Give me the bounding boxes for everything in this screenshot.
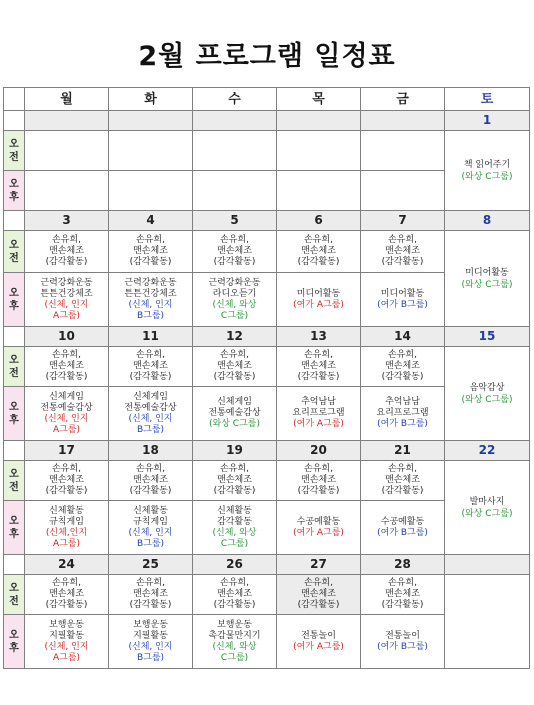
program-cell <box>25 231 109 273</box>
cell-line: (감각활동) <box>129 600 172 610</box>
cell-line: (신체, 인지 <box>44 641 89 652</box>
cell-line: 보행운동 <box>133 619 168 630</box>
cell-line: B그룹) <box>136 424 165 435</box>
cell-line: 전통예술감상 <box>40 402 93 413</box>
cell-line: (감각활동) <box>45 372 88 382</box>
cell-line: 손유희, <box>304 464 333 474</box>
cell-line: 근력강화운동 <box>208 277 261 288</box>
cell-line: 손유희, <box>136 578 165 588</box>
cell-line: B그룹) <box>136 652 165 663</box>
cell-line: A그룹) <box>52 538 81 549</box>
cell-line: 맨손체조 <box>385 475 420 485</box>
date-cell: 1 <box>445 111 530 131</box>
cell-line: 손유희, <box>220 578 249 588</box>
cell-line: 손유희, <box>388 578 417 588</box>
cell-line: 라디오듣기 <box>212 288 257 299</box>
cell-line: 손유희, <box>136 350 165 360</box>
cell-line: (신체, 인지 <box>44 299 89 310</box>
cell-line: C그룹) <box>220 310 249 321</box>
am-row <box>4 231 530 273</box>
pm-label-char: 후 <box>9 642 19 654</box>
program-cell <box>277 231 361 273</box>
program-cell <box>361 347 445 387</box>
program-cell <box>193 273 277 327</box>
program-cell <box>361 273 445 327</box>
program-cell <box>109 461 193 501</box>
program-cell <box>25 131 109 171</box>
cell-line: 촉감물만지기 <box>208 630 261 641</box>
cell-line: (신체, 인지 <box>44 413 89 424</box>
program-cell <box>361 575 445 615</box>
cell-line: 손유희, <box>388 464 417 474</box>
program-cell <box>193 131 277 171</box>
cell-line: 규칙게임 <box>49 516 84 527</box>
pm-label <box>4 171 25 211</box>
cell-line: A그룹) <box>52 424 81 435</box>
cell-line: (여가 B그룹) <box>377 641 428 652</box>
cell-line: 발마사지 <box>469 496 505 507</box>
cell-line: 맨손체조 <box>133 475 168 485</box>
cell-line: (감각활동) <box>45 486 88 496</box>
pm-label-char: 오 <box>9 178 19 190</box>
cell-line: 손유희, <box>52 235 81 245</box>
pm-label-char: 오 <box>9 629 19 641</box>
cell-line: (신체, 인지 <box>128 527 173 538</box>
cell-line: 추억남남 <box>301 397 336 407</box>
program-cell <box>193 461 277 501</box>
cell-line: (여가 B그룹) <box>377 299 428 310</box>
cell-line: 보행운동 <box>217 619 252 630</box>
cell-line: 맨손체조 <box>301 246 336 256</box>
program-cell <box>109 575 193 615</box>
cell-line: 손유희, <box>220 464 249 474</box>
cell-line: (신체, 와상 <box>212 527 257 538</box>
cell-line: 맨손체조 <box>133 361 168 371</box>
date-cell <box>361 111 445 131</box>
date-row <box>4 555 530 575</box>
date-cell: 3 <box>25 211 109 231</box>
am-label-char: 오 <box>9 582 19 594</box>
cell-line: 튼튼건강체조 <box>124 288 177 299</box>
cell-line: A그룹) <box>52 652 81 663</box>
date-cell: 26 <box>193 555 277 575</box>
pm-label <box>4 273 25 327</box>
date-cell: 28 <box>361 555 445 575</box>
date-cell: 5 <box>193 211 277 231</box>
pm-label-char: 오 <box>9 401 19 413</box>
cell-line: 신체활동 <box>49 505 84 516</box>
am-label-char: 오 <box>9 354 19 366</box>
date-cell: 8 <box>445 211 530 231</box>
date-cell <box>25 111 109 131</box>
program-cell <box>277 501 361 555</box>
cell-line: (신체, 인지 <box>128 299 173 310</box>
cell-line: 요리프로그램 <box>376 408 429 418</box>
cell-line: 수공예활동 <box>296 516 341 527</box>
am-label <box>4 347 25 387</box>
cell-line: (감각활동) <box>297 486 340 496</box>
schedule-table <box>3 87 530 669</box>
weekday-header: 토 <box>445 88 530 111</box>
program-cell <box>109 231 193 273</box>
cell-line: A그룹) <box>52 310 81 321</box>
date-cell: 11 <box>109 327 193 347</box>
cell-line: 손유희, <box>304 350 333 360</box>
cell-line: (와상 C그룹) <box>461 279 513 290</box>
program-cell <box>25 575 109 615</box>
cell-line: (감각활동) <box>381 600 424 610</box>
cell-line: (감각활동) <box>129 486 172 496</box>
date-cell: 17 <box>25 441 109 461</box>
program-cell <box>361 171 445 211</box>
program-cell <box>361 501 445 555</box>
cell-line: (신체, 와상 <box>212 299 257 310</box>
am-row <box>4 131 530 171</box>
cell-line: 전통놀이 <box>301 630 336 641</box>
cell-line: 손유희, <box>136 235 165 245</box>
header-corner <box>4 88 25 111</box>
program-cell <box>109 347 193 387</box>
cell-line: 손유희, <box>304 578 333 588</box>
cell-line: C그룹) <box>220 538 249 549</box>
program-cell <box>25 501 109 555</box>
program-cell <box>25 273 109 327</box>
am-label <box>4 575 25 615</box>
cell-line: 전통예술감상 <box>124 402 177 413</box>
cell-line: (와상 C그룹) <box>209 419 260 429</box>
cell-line: (감각활동) <box>213 372 256 382</box>
weekday-header: 금 <box>361 88 445 111</box>
cell-line: (감각활동) <box>129 372 172 382</box>
cell-line: 맨손체조 <box>217 361 252 371</box>
cell-line: (여가 A그룹) <box>293 419 344 429</box>
date-cell <box>277 111 361 131</box>
date-cell: 15 <box>445 327 530 347</box>
program-cell <box>277 171 361 211</box>
date-cell: 24 <box>25 555 109 575</box>
date-cell: 21 <box>361 441 445 461</box>
saturday-program <box>445 131 530 211</box>
date-row-corner <box>4 441 25 461</box>
program-cell <box>193 575 277 615</box>
am-label <box>4 461 25 501</box>
am-label-char: 전 <box>9 595 19 607</box>
date-row <box>4 211 530 231</box>
date-cell: 14 <box>361 327 445 347</box>
am-label-char: 전 <box>9 367 19 379</box>
cell-line: 맨손체조 <box>385 246 420 256</box>
date-cell: 22 <box>445 441 530 461</box>
cell-line: B그룹) <box>136 538 165 549</box>
cell-line: (감각활동) <box>297 372 340 382</box>
program-cell <box>25 347 109 387</box>
date-cell: 25 <box>109 555 193 575</box>
cell-line: 추억남남 <box>385 397 420 407</box>
cell-line: (신체, 인지 <box>128 641 173 652</box>
am-label-char: 오 <box>9 239 19 251</box>
am-row <box>4 461 530 501</box>
program-cell <box>193 347 277 387</box>
am-label-char: 오 <box>9 138 19 150</box>
cell-line: 손유희, <box>52 350 81 360</box>
am-label-char: 오 <box>9 468 19 480</box>
program-cell <box>25 615 109 669</box>
cell-line: (여가 B그룹) <box>377 419 428 429</box>
pm-label-char: 후 <box>9 528 19 540</box>
program-cell <box>109 615 193 669</box>
date-row <box>4 441 530 461</box>
cell-line: (감각활동) <box>213 257 256 267</box>
cell-line: (와상 C그룹) <box>461 171 513 182</box>
program-cell <box>277 347 361 387</box>
cell-line: 음악감상 <box>469 382 505 393</box>
cell-line: 튼튼건강체조 <box>40 288 93 299</box>
cell-line: (감각활동) <box>45 257 88 267</box>
date-cell: 19 <box>193 441 277 461</box>
cell-line: 맨손체조 <box>217 246 252 256</box>
pm-label-char: 후 <box>9 414 19 426</box>
cell-line: 근력강화운동 <box>124 277 177 288</box>
cell-line: 전통예술감상 <box>208 408 261 418</box>
cell-line: 미디어활동 <box>465 267 509 278</box>
program-cell <box>109 131 193 171</box>
saturday-program <box>445 231 530 327</box>
cell-line: (감각활동) <box>45 600 88 610</box>
cell-line: (여가 A그룹) <box>293 299 344 310</box>
cell-line: 미디어활동 <box>380 288 425 299</box>
cell-line: 미디어활동 <box>296 288 341 299</box>
am-label-char: 전 <box>9 252 19 264</box>
date-cell: 12 <box>193 327 277 347</box>
cell-line: (여가 A그룹) <box>293 527 344 538</box>
cell-line: 근력강화운동 <box>40 277 93 288</box>
am-row <box>4 347 530 387</box>
am-row <box>4 575 530 615</box>
saturday-program <box>445 347 530 441</box>
program-cell <box>277 461 361 501</box>
cell-line: 지필활동 <box>49 630 84 641</box>
cell-line: 맨손체조 <box>217 589 252 599</box>
cell-line: (신체, 와상 <box>212 641 257 652</box>
cell-line: 맨손체조 <box>301 361 336 371</box>
weekday-header-row <box>4 88 530 111</box>
pm-label <box>4 501 25 555</box>
cell-line: 손유희, <box>304 235 333 245</box>
cell-line: 맨손체조 <box>385 361 420 371</box>
cell-line: 신체게임 <box>133 391 168 402</box>
cell-line: (여가 A그룹) <box>293 641 344 652</box>
cell-line: (여가 B그룹) <box>377 527 428 538</box>
cell-line: 맨손체조 <box>133 589 168 599</box>
date-cell: 27 <box>277 555 361 575</box>
cell-line: (감각활동) <box>297 257 340 267</box>
date-row <box>4 327 530 347</box>
cell-line: C그룹) <box>220 652 249 663</box>
date-cell: 6 <box>277 211 361 231</box>
am-label <box>4 231 25 273</box>
am-label <box>4 131 25 171</box>
weekday-header: 수 <box>193 88 277 111</box>
am-label-char: 전 <box>9 151 19 163</box>
program-cell <box>277 615 361 669</box>
cell-line: (와상 C그룹) <box>461 508 513 519</box>
cell-line: 맨손체조 <box>49 361 84 371</box>
cell-line: (감각활동) <box>381 257 424 267</box>
program-cell <box>193 501 277 555</box>
cell-line: (감각활동) <box>297 600 340 610</box>
cell-line: 맨손체조 <box>217 475 252 485</box>
cell-line: 신체게임 <box>49 391 84 402</box>
cell-line: (감각활동) <box>129 257 172 267</box>
date-row-corner <box>4 555 25 575</box>
program-cell <box>361 615 445 669</box>
cell-line: 손유희, <box>388 235 417 245</box>
cell-line: B그룹) <box>136 310 165 321</box>
program-cell <box>277 131 361 171</box>
cell-line: 보행운동 <box>49 619 84 630</box>
cell-line: 맨손체조 <box>301 475 336 485</box>
cell-line: 신체게임 <box>217 397 252 407</box>
pm-label-char: 후 <box>9 300 19 312</box>
program-cell <box>109 387 193 441</box>
date-cell: 7 <box>361 211 445 231</box>
cell-line: (신체, 인지 <box>128 413 173 424</box>
page-title: 2월 프로그램 일정표 <box>138 41 396 72</box>
date-row-corner <box>4 111 25 131</box>
cell-line: (와상 C그룹) <box>461 394 513 405</box>
program-cell <box>361 387 445 441</box>
weekday-header: 화 <box>109 88 193 111</box>
pm-label-char: 후 <box>9 191 19 203</box>
date-cell <box>109 111 193 131</box>
date-row-corner <box>4 327 25 347</box>
cell-line: (감각활동) <box>213 486 256 496</box>
cell-line: 맨손체조 <box>301 589 336 599</box>
saturday-program <box>445 461 530 555</box>
cell-line: 규칙게임 <box>133 516 168 527</box>
cell-line: 맨손체조 <box>49 589 84 599</box>
date-cell: 20 <box>277 441 361 461</box>
date-row-corner <box>4 211 25 231</box>
cell-line: 신체활동 <box>133 505 168 516</box>
pm-label <box>4 387 25 441</box>
program-cell <box>109 171 193 211</box>
weekday-header: 월 <box>25 88 109 111</box>
date-cell: 13 <box>277 327 361 347</box>
program-cell <box>193 387 277 441</box>
date-cell: 18 <box>109 441 193 461</box>
date-cell <box>193 111 277 131</box>
date-cell <box>445 555 530 575</box>
pm-label-char: 오 <box>9 287 19 299</box>
cell-line: 전통놀이 <box>385 630 420 641</box>
cell-line: 신체활동 <box>217 505 252 516</box>
pm-label-char: 오 <box>9 515 19 527</box>
weekday-header: 목 <box>277 88 361 111</box>
cell-line: 맨손체조 <box>385 589 420 599</box>
program-cell <box>193 171 277 211</box>
cell-line: 손유희, <box>388 350 417 360</box>
cell-line: 지필활동 <box>133 630 168 641</box>
cell-line: (신체,인지 <box>45 527 88 538</box>
program-cell <box>25 461 109 501</box>
am-label-char: 전 <box>9 481 19 493</box>
cell-line: 맨손체조 <box>49 475 84 485</box>
program-cell <box>109 501 193 555</box>
date-cell: 4 <box>109 211 193 231</box>
saturday-program <box>445 575 530 669</box>
cell-line: 책 읽어주기 <box>463 159 511 170</box>
program-cell <box>277 273 361 327</box>
cell-line: (감각활동) <box>213 600 256 610</box>
program-cell <box>361 461 445 501</box>
program-cell <box>109 273 193 327</box>
cell-line: 손유희, <box>220 235 249 245</box>
program-cell <box>277 575 361 615</box>
program-cell <box>361 131 445 171</box>
program-cell <box>277 387 361 441</box>
program-cell <box>193 231 277 273</box>
program-cell <box>361 231 445 273</box>
cell-line: 요리프로그램 <box>292 408 345 418</box>
cell-line: (감각활동) <box>381 486 424 496</box>
program-cell <box>25 387 109 441</box>
cell-line: 맨손체조 <box>49 246 84 256</box>
cell-line: 손유희, <box>52 464 81 474</box>
cell-line: 수공예활동 <box>380 516 425 527</box>
date-row <box>4 111 530 131</box>
date-cell: 10 <box>25 327 109 347</box>
cell-line: 손유희, <box>220 350 249 360</box>
cell-line: 손유희, <box>52 578 81 588</box>
cell-line: (감각활동) <box>381 372 424 382</box>
program-cell <box>193 615 277 669</box>
program-cell <box>25 171 109 211</box>
cell-line: 손유희, <box>136 464 165 474</box>
pm-label <box>4 615 25 669</box>
cell-line: 맨손체조 <box>133 246 168 256</box>
cell-line: 감각활동 <box>217 516 252 527</box>
